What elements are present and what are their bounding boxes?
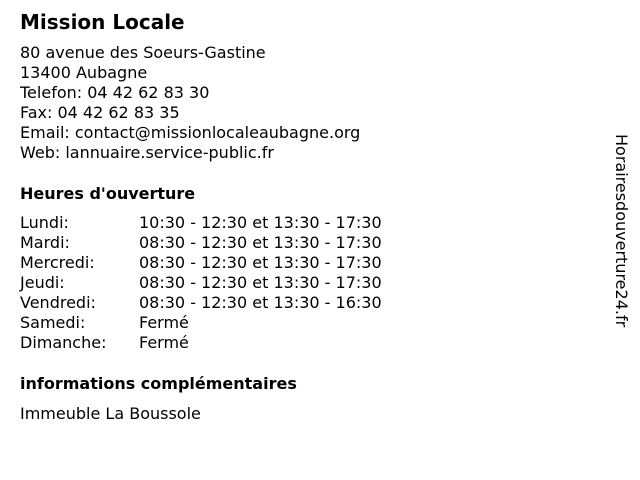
additional-info-text: Immeuble La Boussole <box>20 404 201 423</box>
fax-number: Fax: 04 42 62 83 35 <box>20 103 180 122</box>
time-range: 08:30 - 12:30 et 13:30 - 16:30 <box>139 293 382 312</box>
day-label: Dimanche: <box>20 333 107 352</box>
hours-row-friday <box>20 293 470 313</box>
hours-row-saturday <box>20 313 470 333</box>
email-address: Email: contact@missionlocaleaubagne.org <box>20 123 361 142</box>
time-range: 08:30 - 12:30 et 13:30 - 17:30 <box>139 253 382 272</box>
contact-details <box>20 43 360 163</box>
website: Web: lannuaire.service-public.fr <box>20 143 274 162</box>
hours-row-tuesday <box>20 233 470 253</box>
opening-hours-heading: Heures d'ouverture <box>20 184 196 203</box>
day-label: Samedi: <box>20 313 86 332</box>
time-range: 08:30 - 12:30 et 13:30 - 17:30 <box>139 233 382 252</box>
time-range: Fermé <box>139 333 189 352</box>
opening-hours-list <box>20 213 470 353</box>
day-label: Vendredi: <box>20 293 96 312</box>
business-card <box>20 0 610 480</box>
time-range: 08:30 - 12:30 et 13:30 - 17:30 <box>139 273 382 292</box>
site-watermark: Horairesdouverture24.fr <box>612 134 631 328</box>
day-label: Mercredi: <box>20 253 95 272</box>
hours-row-monday <box>20 213 470 233</box>
hours-row-thursday <box>20 273 470 293</box>
day-label: Mardi: <box>20 233 70 252</box>
day-label: Lundi: <box>20 213 69 232</box>
hours-row-sunday <box>20 333 470 353</box>
time-range: 10:30 - 12:30 et 13:30 - 17:30 <box>139 213 382 232</box>
time-range: Fermé <box>139 313 189 332</box>
hours-row-wednesday <box>20 253 470 273</box>
business-name: Mission Locale <box>20 10 185 34</box>
day-label: Jeudi: <box>20 273 65 292</box>
address-street: 80 avenue des Soeurs-Gastine <box>20 43 266 62</box>
phone-number: Telefon: 04 42 62 83 30 <box>20 83 210 102</box>
address-city: 13400 Aubagne <box>20 63 148 82</box>
additional-info-heading: informations complémentaires <box>20 374 297 393</box>
